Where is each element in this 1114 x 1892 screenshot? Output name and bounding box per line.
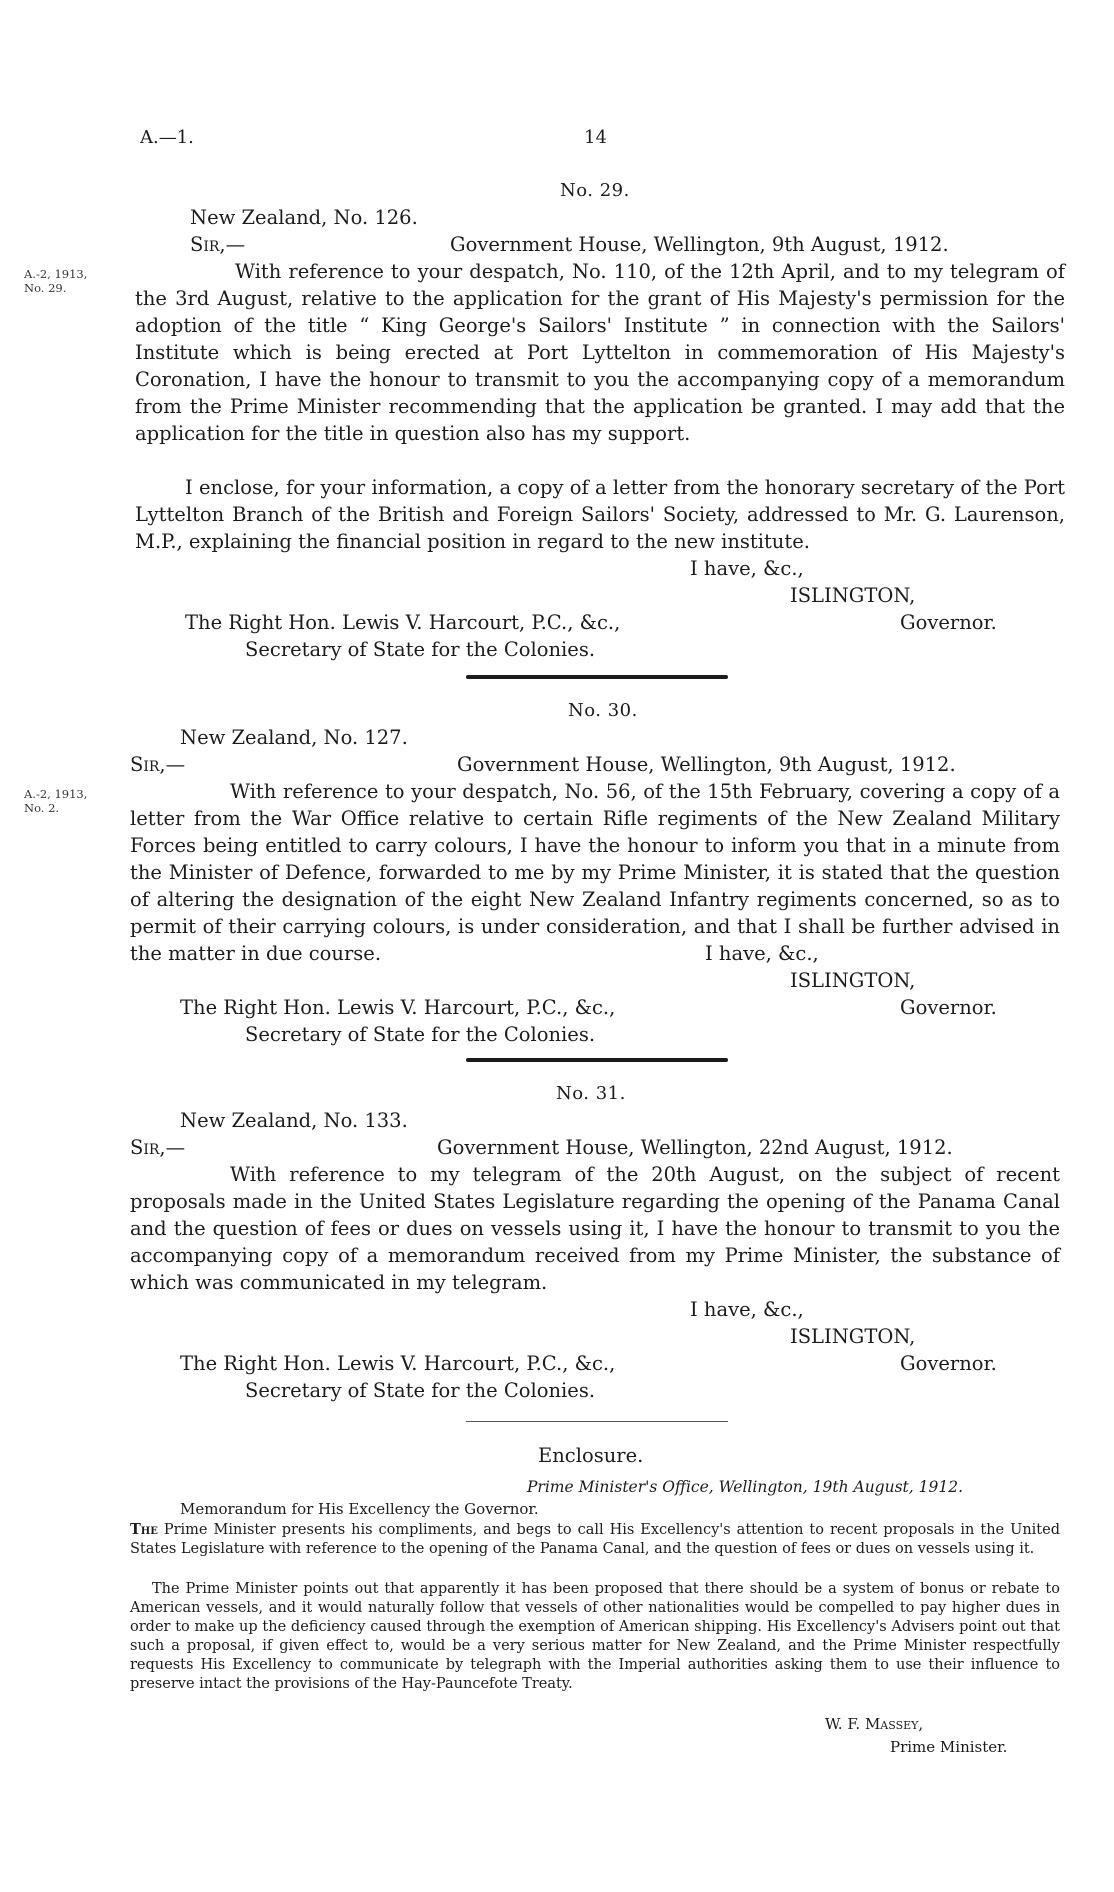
memo-signatory-title: Prime Minister.	[890, 1738, 1008, 1756]
memo-signatory: W. F. Massey,	[825, 1715, 924, 1733]
document-code: A.—1.	[140, 127, 194, 148]
address-date: Government House, Wellington, 9th August, 1912.	[457, 753, 956, 776]
letter-number: No. 31.	[556, 1083, 626, 1104]
enclosure-paragraph: The Prime Minister points out that apparently it has been proposed that there should be a system of bonus or rebate to American vessels, and it would naturally follow that vessels of other nationalities would be compelled to pay higher dues in order to make up the deficiency caused through the exemption of American shipping. His Excellency's Advisers point out that such a proposal, if given effect to, would be a very serious matter for New Zealand, and the Prime Minister respectfully requests His Excellency to communicate by telegraph with the Imperial authorities asking them to use their influence to preserve intact the provisions of the Hay-Pauncefote Treaty.	[130, 1581, 1060, 1692]
letter-reference: New Zealand, No. 126.	[190, 206, 418, 229]
signatory: ISLINGTON,	[790, 1325, 916, 1348]
letter-paragraph: With reference to your despatch, No. 110, of the 12th April, and to my telegram of the 3rd August, relative to the application for the grant of His Majesty's permission for the adoption of the title “ King George's Sailors' Institute ” in connection with the Sailors' Institute which is being erected at Port Lyttelton in commemoration of His Majesty's Coronation, I have the honour to transmit to you the accompanying copy of a memorandum from the Prime Minister recommending that the application be granted. I may add that the application for the title in question also has my support.	[135, 260, 1065, 445]
addressee: The Right Hon. Lewis V. Harcourt, P.C., &c.,	[180, 1352, 616, 1375]
signatory: ISLINGTON,	[790, 969, 916, 992]
section-divider	[466, 675, 728, 679]
margin-note: A.-2, 1913, No. 29.	[24, 267, 88, 295]
letter-paragraph: With reference to my telegram of the 20th August, on the subject of recent proposals made in the United States Legislature regarding the opening of the Panama Canal and the question of fees or dues on vessels using it, I have the honour to transmit to you the accompanying copy of a memorandum received from my Prime Minister, the substance of which was communicated in my telegram.	[130, 1163, 1060, 1294]
addressee-office: Secretary of State for the Colonies.	[245, 1379, 596, 1402]
letter-paragraph: I enclose, for your information, a copy of a letter from the honorary secretary of the Port Lyttelton Branch of the British and Foreign Sailors' Society, addressed to Mr. G. Laurenson, M.P., explaining the financial position in regard to the new institute.	[135, 476, 1065, 553]
section-divider	[466, 1421, 728, 1422]
letter-reference: New Zealand, No. 133.	[180, 1109, 408, 1132]
addressee: The Right Hon. Lewis V. Harcourt, P.C., &c.,	[180, 996, 616, 1019]
signatory-title: Governor.	[900, 611, 997, 634]
closing: I have, &c.,	[690, 557, 804, 580]
signatory: ISLINGTON,	[790, 584, 916, 607]
closing: I have, &c.,	[705, 942, 819, 965]
enclosure-dateline: Prime Minister's Office, Wellington, 19th August, 1912.	[527, 1478, 963, 1496]
addressee-office: Secretary of State for the Colonies.	[245, 1023, 596, 1046]
memo-line: Memorandum for His Excellency the Governor.	[180, 1500, 539, 1518]
signatory-title: Governor.	[900, 996, 997, 1019]
addressee-office: Secretary of State for the Colonies.	[245, 638, 596, 661]
signatory-title: Governor.	[900, 1352, 997, 1375]
address-date: Government House, Wellington, 22nd August, 1912.	[437, 1136, 953, 1159]
address-date: Government House, Wellington, 9th August, 1912.	[450, 233, 949, 256]
section-divider	[466, 1058, 728, 1062]
salutation: Sir,—	[190, 233, 246, 256]
letter-paragraph: With reference to your despatch, No. 56, of the 15th February, covering a copy of a letter from the War Office relative to certain Rifle regiments of the New Zealand Military Forces being entitled to carry colours, I have the honour to inform you that in a minute from the Minister of Defence, forwarded to me by my Prime Minister, it is stated that the question of altering the designation of the eight New Zealand Infantry regiments concerned, so as to permit of their carrying colours, is under consideration, and that I shall be further advised in the matter in due course.	[130, 780, 1060, 965]
letter-number: No. 30.	[568, 700, 638, 721]
letter-number: No. 29.	[560, 180, 630, 201]
salutation: Sir,—	[130, 753, 186, 776]
enclosure-paragraph: The Prime Minister presents his compliments, and begs to call His Excellency's attention to recent proposals in the United States Legislature with reference to the opening of the Panama Canal, and the question of fees or dues on vessels using it.	[130, 1521, 1060, 1557]
margin-note: A.-2, 1913, No. 2.	[24, 787, 88, 815]
salutation: Sir,—	[130, 1136, 186, 1159]
addressee: The Right Hon. Lewis V. Harcourt, P.C., &c.,	[185, 611, 621, 634]
letter-reference: New Zealand, No. 127.	[180, 726, 408, 749]
page-number: 14	[584, 127, 607, 148]
enclosure-title: Enclosure.	[538, 1444, 644, 1467]
closing: I have, &c.,	[690, 1298, 804, 1321]
